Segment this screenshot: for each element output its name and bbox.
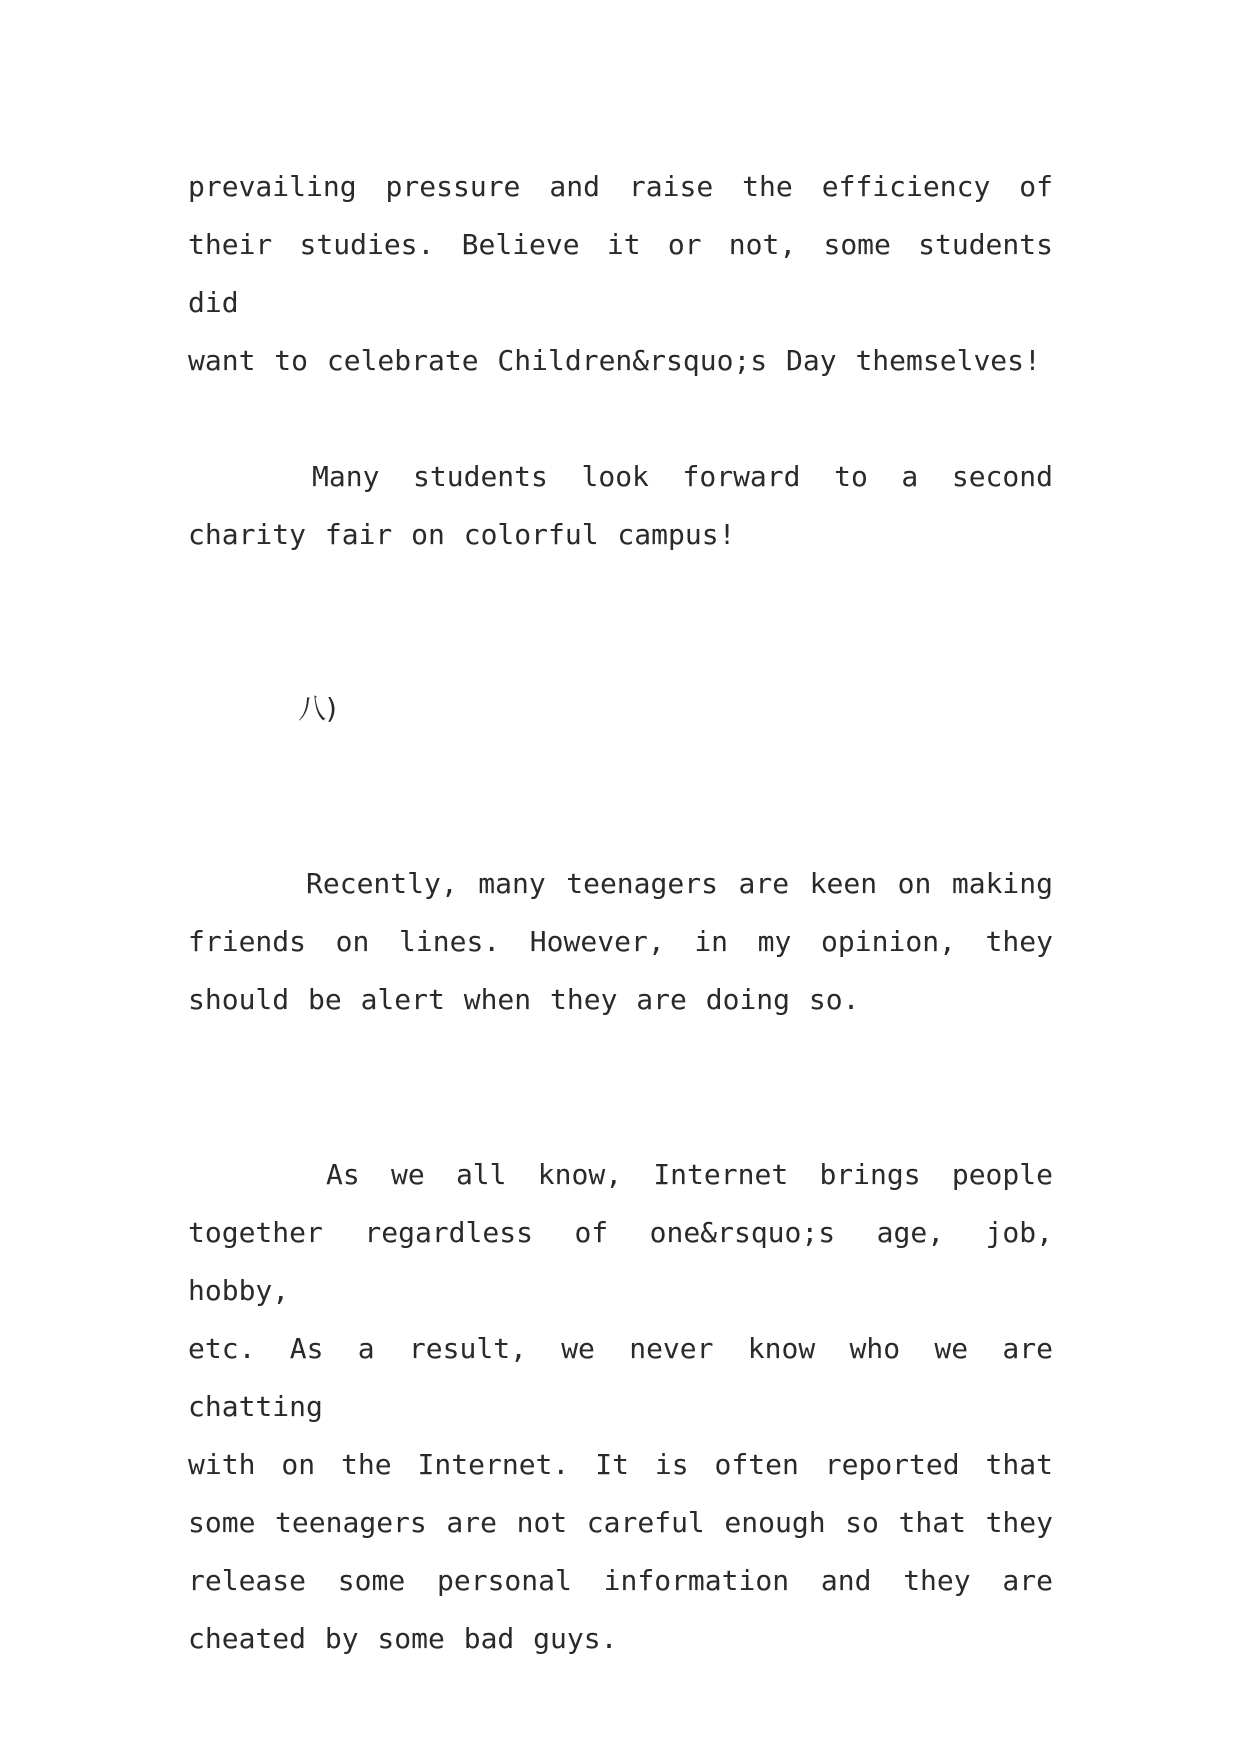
text-line: some teenagers are not careful enough so that they — [188, 1506, 1053, 1539]
text-line: prevailing pressure and raise the efficiency of — [188, 170, 1053, 203]
text-line: together regardless of one&rsquo;s age, job, hobby, — [188, 1216, 1053, 1307]
text-line: Many students look forward to a second — [312, 460, 1053, 493]
paragraph-online-friends — [188, 855, 1053, 1029]
paragraph-internet-safety — [188, 1146, 1053, 1668]
text-line: release some personal information and they are — [188, 1564, 1053, 1597]
text-line: cheated by some bad guys. — [188, 1622, 618, 1655]
text-line: friends on lines. However, in my opinion, they — [188, 925, 1053, 958]
paragraph-charity-fair — [188, 448, 1053, 564]
text-line: etc. As a result, we never know who we are chatting — [188, 1332, 1053, 1423]
text-line: should be alert when they are doing so. — [188, 983, 860, 1016]
text-line: want to celebrate Children&rsquo;s Day themselves! — [188, 344, 1041, 377]
text-line: As we all know, Internet brings people — [326, 1158, 1053, 1191]
text-line: charity fair on colorful campus! — [188, 518, 736, 551]
section-heading: 八) — [298, 692, 337, 725]
text-line: with on the Internet. It is often reported that — [188, 1448, 1053, 1481]
text-line: their studies. Believe it or not, some students did — [188, 228, 1053, 319]
text-line: Recently, many teenagers are keen on making — [306, 867, 1053, 900]
paragraph-pressure-efficiency — [188, 158, 1053, 390]
